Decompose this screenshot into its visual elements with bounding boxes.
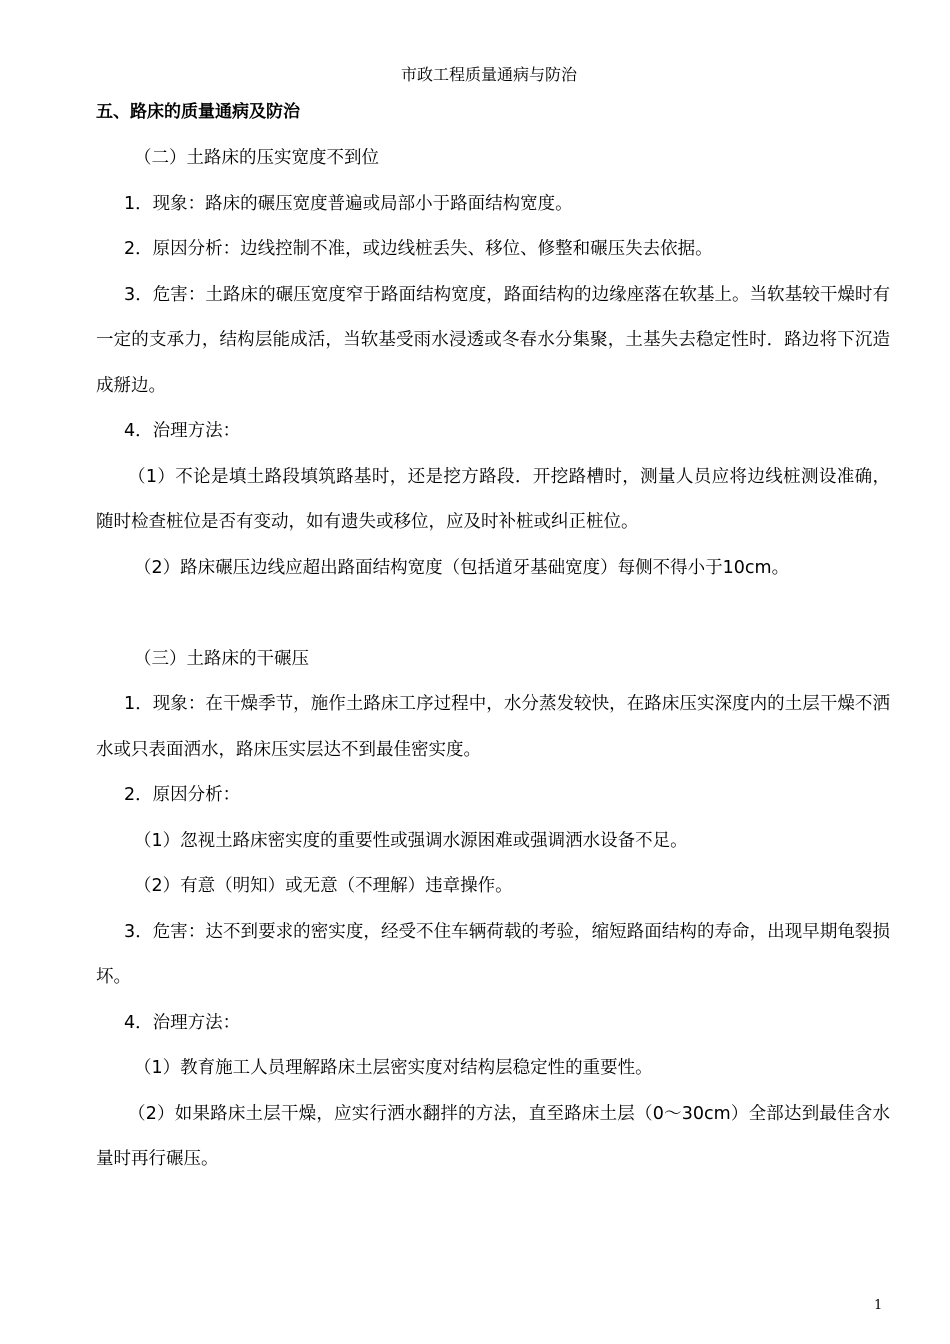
section-title: 五、路床的质量通病及防治 [96,102,300,122]
paragraph-treatment: 4．治理方法： [124,1012,241,1033]
paragraph-cause: 2．原因分析： [124,785,241,805]
paragraph-treatment-1: （1）不论是填土路段填筑路基时，还是挖方路段．开挖路槽时，测量人员应将边线桩测设准确，随时检查桩位是否有变动，如有遗失或移位，应及时补桩或纠正桩位。 [96,466,890,532]
paragraph-treatment-1: （1）教育施工人员理解路床土层密实度对结构层稳定性的重要性。 [134,1058,653,1078]
paragraph-treatment-2: （2）如果路床土层干燥，应实行洒水翻拌的方法，直至路床土层（0～30cm）全部达到最佳含水量时再行碾压。 [96,1103,890,1169]
subsection-title-3: （三）土路床的干碾压 [134,648,309,669]
page-header: 市政工程质量通病与防治 [400,65,577,84]
subsection-title-2: （二）土路床的压实宽度不到位 [134,148,379,168]
paragraph-cause: 2．原因分析：边线控制不准，或边线桩丢失、移位、修整和碾压失去依据。 [124,239,713,259]
page-number: 1 [874,1298,883,1313]
paragraph-hazard: 3．危害：达不到要求的密实度，经受不住车辆荷载的考验，缩短路面结构的寿命，出现早期龟裂损坏。 [96,921,890,987]
paragraph-hazard: 3．危害：土路床的碾压宽度窄于路面结构宽度，路面结构的边缘座落在软基上。当软基较干燥时有一定的支承力，结构层能成活，当软基受雨水浸透或冬春水分集聚，土基失去稳定性时．路边将下沉造成掰边。 [96,284,890,396]
blank-line [96,591,890,637]
document-body [96,136,890,1183]
paragraph-cause-2: （2）有意（明知）或无意（不理解）违章操作。 [134,876,513,896]
paragraph-phenomenon: 1．现象：路床的碾压宽度普遍或局部小于路面结构宽度。 [124,193,573,214]
paragraph-phenomenon: 1．现象：在干燥季节，施作土路床工序过程中，水分蒸发较快，在路床压实深度内的土层干燥不洒水或只表面洒水，路床压实层达不到最佳密实度。 [96,694,890,760]
paragraph-treatment: 4．治理方法： [124,421,241,441]
paragraph-treatment-2: （2）路床碾压边线应超出路面结构宽度（包括道牙基础宽度）每侧不得小于10cm。 [134,557,790,578]
paragraph-cause-1: （1）忽视土路床密实度的重要性或强调水源困难或强调洒水设备不足。 [134,830,688,851]
